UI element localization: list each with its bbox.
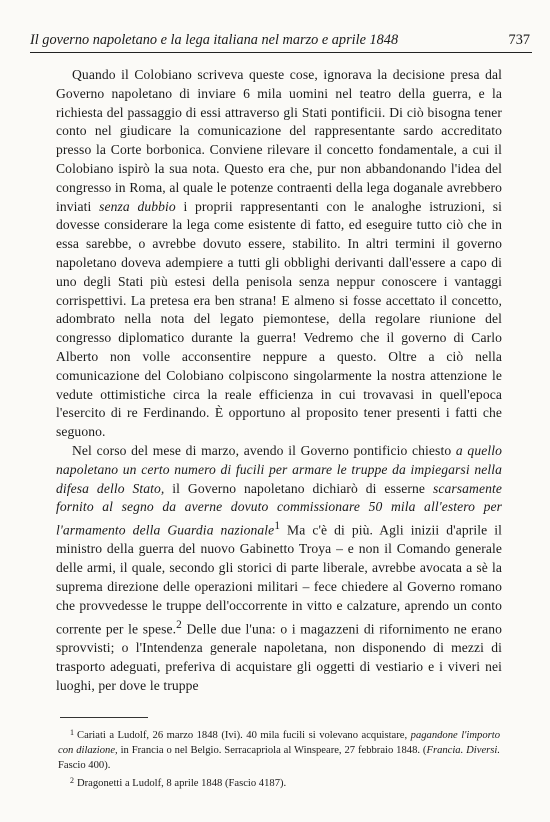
footnote-1-italic-b: pagandone l'importo con dilazione,: [58, 730, 500, 756]
footnote-divider: [60, 717, 148, 718]
footnotes: [58, 725, 500, 791]
body-text: [56, 66, 502, 695]
footnote-2-text-a: Dragonetti a Ludolf, 8 aprile 1848 (Fascio 4187).: [77, 778, 287, 789]
footnote-1-text-a: Cariati a Ludolf, 26 marzo 1848 (Ivi). 40 mila fucili si volevano acquistare,: [77, 730, 411, 741]
paragraph-2-text-c: il Governo napoletano dichiarò di esserne: [164, 480, 433, 496]
paragraph-2-text-a: Nel corso del mese di marzo, avendo il Governo pontificio chiesto: [72, 442, 456, 458]
paragraph-1: [56, 66, 502, 442]
running-title: Il governo napoletano e la lega italiana nel marzo e aprile 1848: [30, 32, 399, 48]
paragraph-2-text-f: Delle due l'una: o i magazzeni di rifornimento ne erano sprovvisti; o l'Intendenza generale napoletana, non disponendo di mezzi di trasporto adeguati, preferiva di acquistare gli oggetti di vestiario e i viveri nei luoghi, per dove le truppe: [56, 621, 502, 693]
paragraph-2-italic-d: scarsamente fornito al segno da averne dovuto commissionare 50 mila all'estero per l'armamento della Guardia nazionale: [56, 480, 502, 538]
footnote-reference-1: 1: [274, 520, 281, 533]
footnote-2: [58, 773, 500, 791]
paragraph-1-text-c: i proprii rappresentanti con le analoghe istruzioni, si dovesse considerare la lega come esistente di fatto, ed eseguire tutto ciò che in essa sarebbe, o avrebbe dovuto essere, stabilito. In altri termini il governo napoletano doveva adempiere a tutti gli obblighi derivanti dall'essere a capo di uno degli Stati più estesi della penisola senza neppur conoscere i vantaggi corrispettivi. La pretesa era ben strana! E almeno si fosse accettato il concetto, adombrato nella nota del legato piemontese, della regolare riunione del congresso diplomatico durante la guerra! Vedremo che il governo di Carlo Alberto non volle acconsentire neppure a questo. Oltre a ciò nella comunicazione del Colobiano colpiscono singolarmente la nostra attenzione le vedute ottimistiche circa la reale efficienza in cui trovavasi in quell'epoca l'esercito di re Ferdinando. È opportuno al proposito tener presenti i fatti che seguono.: [56, 198, 502, 440]
footnote-2-mark: 2: [70, 776, 74, 785]
page-number: 737: [508, 32, 530, 48]
paragraph-2: [56, 442, 502, 695]
paragraph-2-text-e: Ma c'è di più. Agli inizii d'aprile il ministro della guerra del nuovo Gabinetto Troya – e non il Comando generale delle armi, il quale, secondo gli storici di parte liberale, avrebbe avocata a sè la suprema direzione delle operazioni militari – fece chiedere al Governo romano che provvedesse le truppe dell'occorrente in vitto e calzature, aprendo un conto corrente per le spese.: [56, 522, 502, 637]
paragraph-1-italic: senza dubbio: [99, 198, 176, 214]
paragraph-1-text-a: Quando il Colobiano scriveva queste cose, ignorava la decisione presa dal Governo napoletano di inviare 6 mila uomini nel teatro della guerra, e la richiesta del passaggio di essi attraverso gli Stati pontificii. Di ciò bisogna tener conto nel giudicare la comunicazione del rappresentante sardo accreditato presso la Corte borbonica. Conviene rilevare il concetto fondamentale, a cui il Colobiano ispirò la sua nota. Questo era che, pur non abbandonando l'idea del congresso in Roma, al quale le potenze contraenti della lega doganale avrebbero inviati: [56, 67, 502, 214]
footnote-1: [58, 725, 500, 773]
footnote-1-text-e: Fascio 400).: [58, 760, 111, 771]
footnote-1-mark: 1: [70, 728, 74, 737]
paragraph-2-italic-b: a quello napoletano un certo numero di fucili per armare le truppe da impiegarsi nella difesa dello Stato,: [56, 442, 502, 496]
footnote-1-text-c: in Francia o nel Belgio. Serracapriola al Winspeare, 27 febbraio 1848. (: [117, 745, 427, 756]
footnote-reference-2: 2: [176, 618, 182, 631]
page-header: [30, 30, 532, 53]
footnote-1-italic-d: Francia. Diversi.: [426, 745, 500, 756]
